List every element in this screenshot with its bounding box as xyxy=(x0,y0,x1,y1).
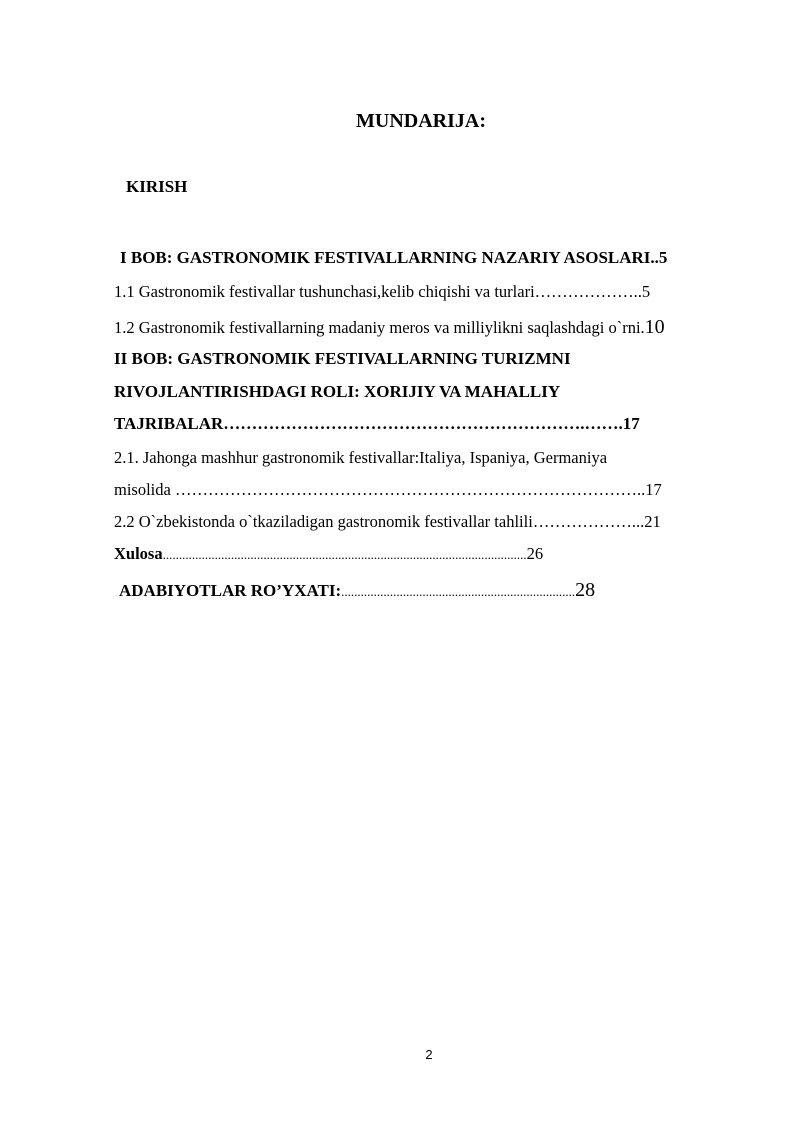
page-number: 2 xyxy=(425,1047,433,1062)
toc-conclusion-label: Xulosa xyxy=(114,544,163,563)
toc-conclusion xyxy=(114,546,543,563)
toc-section-1-1-text: 1.1 Gastronomik festivallar tushunchasi,kelib chiqishi va turlari xyxy=(114,282,535,301)
toc-section-2-1-line-1: 2.1. Jahonga mashhur gastronomik festivallar:Italiya, Ispaniya, Germaniya xyxy=(114,448,608,467)
toc-section-1-2-page: 10 xyxy=(644,316,665,338)
toc-chapter-2-line-2: RIVOJLANTIRISHDAGI ROLI: XORIJIY VA MAHALLIY xyxy=(114,382,561,401)
toc-section-2-1-page: 17 xyxy=(645,480,662,499)
toc-title: MUNDARIJA: xyxy=(356,110,486,132)
toc-section-1-1-leader: ……………….. xyxy=(534,282,642,301)
toc-section-2-1-text-end: misolida xyxy=(114,480,171,499)
toc-section-2-1-leader: ………………………………………………………………………….. xyxy=(170,480,646,499)
toc-chapter-1 xyxy=(120,249,667,266)
toc-section-1-2 xyxy=(114,317,665,337)
toc-references xyxy=(119,580,595,600)
toc-section-1-1 xyxy=(114,284,650,301)
toc-chapter-1-page: 5 xyxy=(658,248,668,267)
toc-chapter-2-leader: ……………………………………………………….……. xyxy=(223,414,623,433)
toc-section-2-1-line-2 xyxy=(114,482,662,499)
toc-chapter-2-line-3 xyxy=(114,415,640,432)
toc-chapter-2-line-1: II BOB: GASTRONOMIK FESTIVALLARNING TURIZMNI xyxy=(114,349,571,368)
toc-chapter-1-heading: I BOB: GASTRONOMIK FESTIVALLARNING NAZARIY ASOSLARI.. xyxy=(120,248,659,267)
toc-section-2-2-page: 21 xyxy=(644,512,661,531)
toc-section-2-2-leader: ………………... xyxy=(532,512,645,531)
toc-intro: KIRISH xyxy=(126,177,188,196)
toc-section-2-2 xyxy=(114,514,661,531)
toc-section-2-2-text: 2.2 O`zbekistonda o`tkaziladigan gastronomik festivallar tahlili xyxy=(114,512,533,531)
toc-section-1-1-page: 5 xyxy=(641,282,651,301)
toc-chapter-2-page: 17 xyxy=(622,414,640,433)
toc-references-leader: ........................................................................ xyxy=(341,584,576,599)
toc-conclusion-leader: ................................................................................................................ xyxy=(162,547,527,562)
toc-conclusion-page: 26 xyxy=(526,544,544,563)
toc-section-1-2-text: 1.2 Gastronomik festivallarning madaniy meros va milliylikni saqlashdagi o`rni. xyxy=(114,318,645,337)
toc-references-label: ADABIYOTLAR RO’YXATI: xyxy=(119,581,342,600)
toc-references-page: 28 xyxy=(575,579,596,601)
toc-chapter-2-heading-end: TAJRIBALAR xyxy=(114,414,224,433)
